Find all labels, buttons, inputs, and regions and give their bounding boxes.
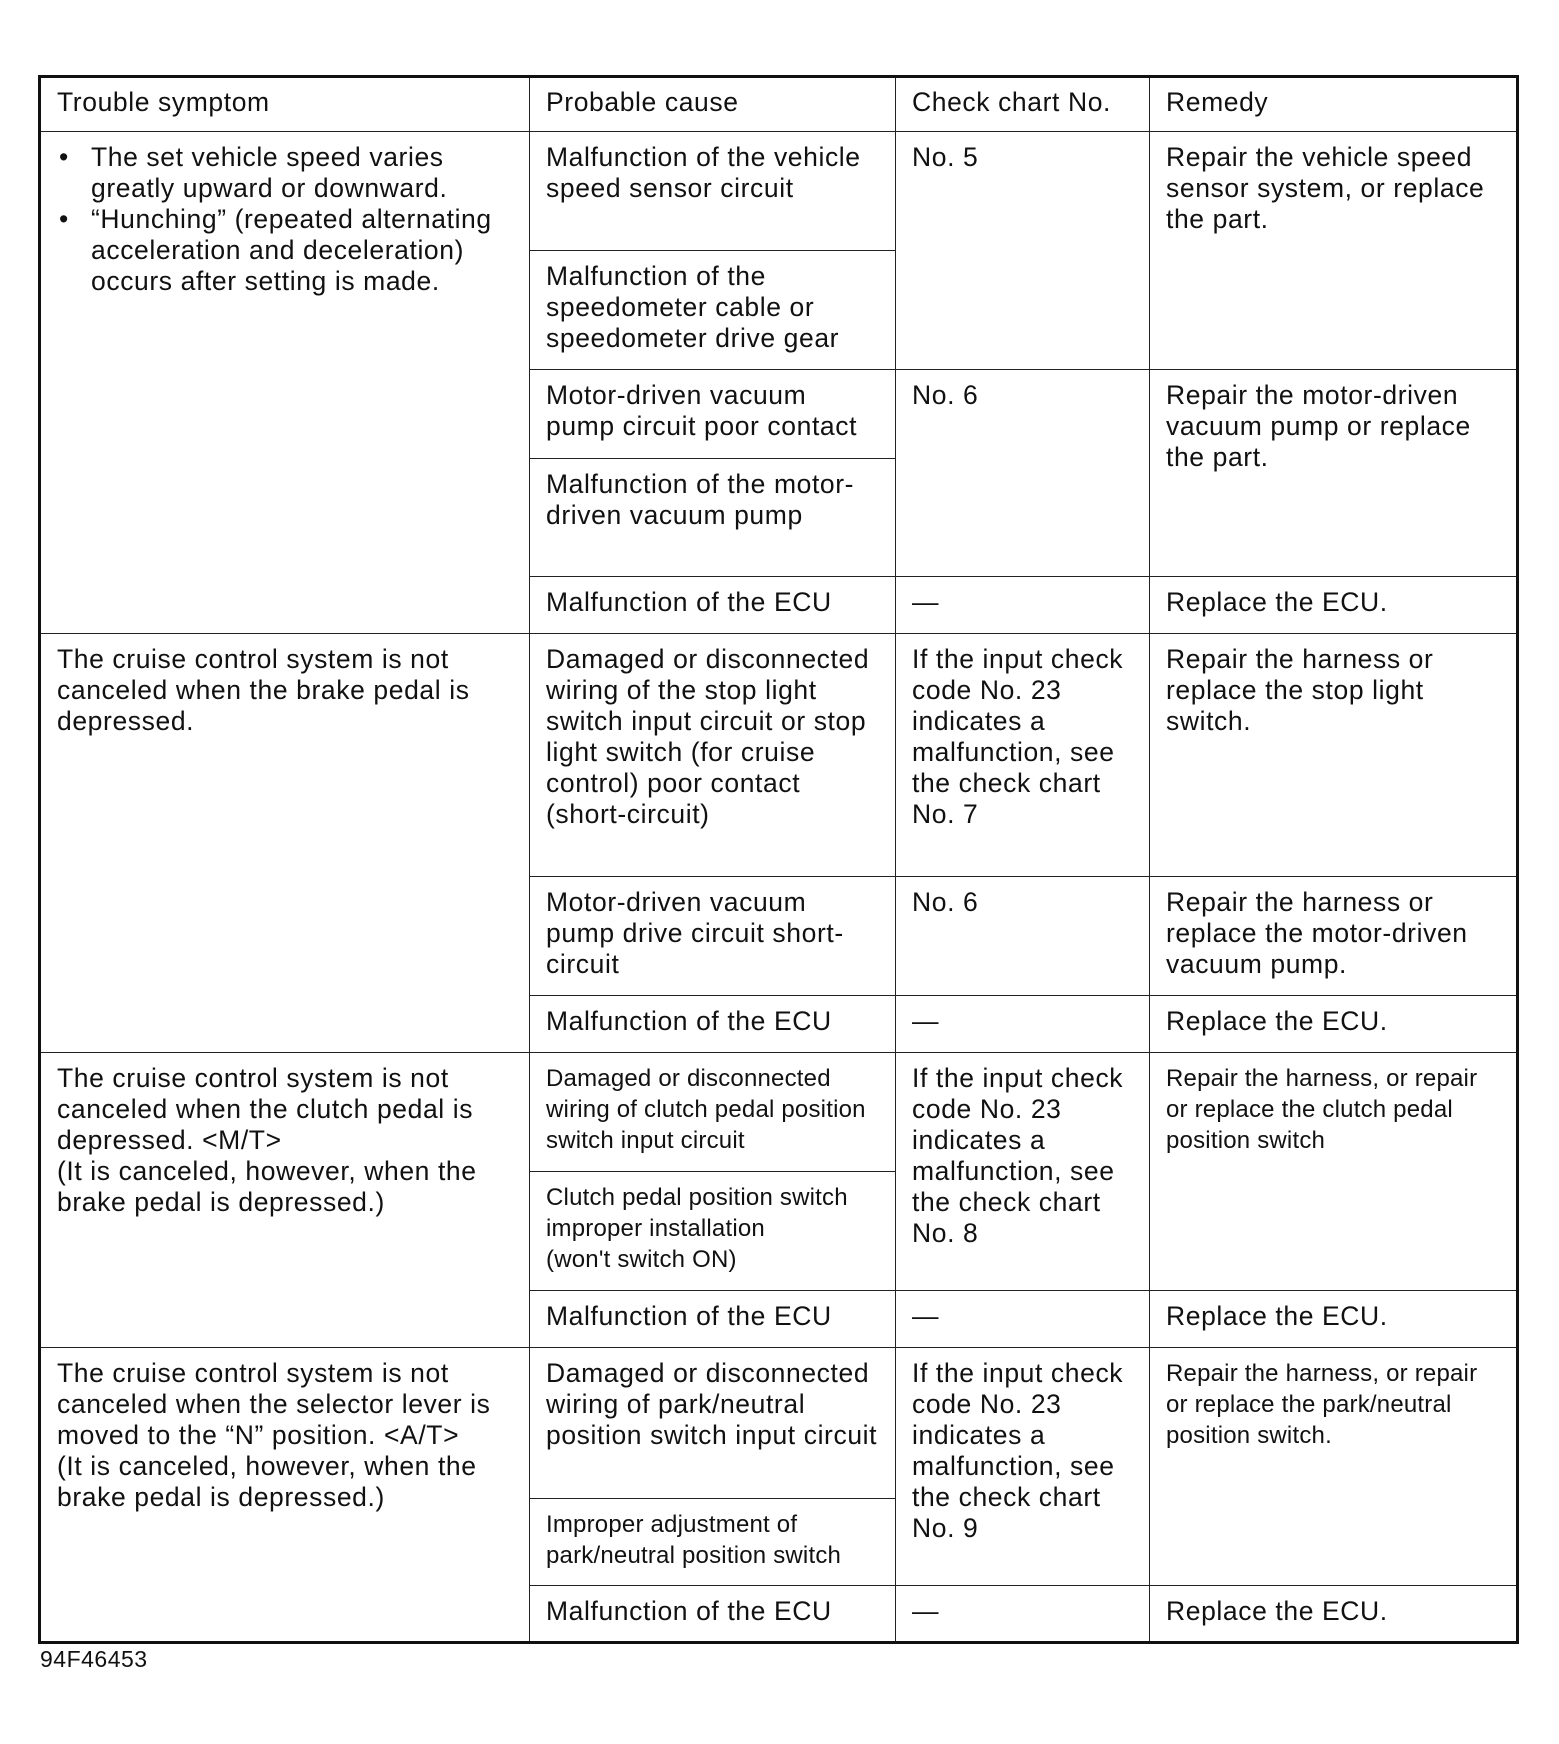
cause-text-note: (short-circuit) <box>546 799 710 829</box>
remedy-cell: Replace the ECU. <box>1150 577 1518 634</box>
chart-cell: If the input check code No. 23 indicates a malfunction, see the check chart No. 8 <box>896 1053 1150 1291</box>
remedy-cell: Replace the ECU. <box>1150 1291 1518 1348</box>
table-row <box>40 634 1518 877</box>
symptom-bullet: • The set vehicle speed varies greatly upward or downward. <box>57 142 513 204</box>
symptom-cell <box>40 1348 530 1643</box>
chart-cell: — <box>896 996 1150 1053</box>
cause-cell: Malfunction of the ECU <box>530 1291 896 1348</box>
symptom-bullet: • “Hunching” (repeated alternating acceleration and deceleration) occurs after setting is made. <box>57 204 513 297</box>
cause-cell: Malfunction of the motor-driven vacuum pump <box>530 459 896 577</box>
remedy-cell: Repair the motor-driven vacuum pump or replace the part. <box>1150 370 1518 577</box>
table-row <box>40 1053 1518 1172</box>
remedy-cell: Repair the harness or replace the stop light switch. <box>1150 634 1518 877</box>
chart-cell: If the input check code No. 23 indicates a malfunction, see the check chart No. 7 <box>896 634 1150 877</box>
chart-cell: No. 6 <box>896 877 1150 996</box>
symptom-text: The cruise control system is not canceled when the selector lever is moved to the “N” position. <A/T> <box>57 1358 491 1450</box>
cause-cell: Damaged or disconnected wiring of park/neutral position switch input circuit <box>530 1348 896 1499</box>
table-row <box>40 1348 1518 1499</box>
remedy-cell: Repair the harness, or repair or replace the park/neutral position switch. <box>1150 1348 1518 1586</box>
cause-text: Clutch pedal position switch improper installation <box>546 1184 848 1242</box>
symptom-bullet-list <box>57 142 513 297</box>
symptom-cell <box>40 132 530 634</box>
cause-cell: Motor-driven vacuum pump circuit poor contact <box>530 370 896 459</box>
header-row <box>40 77 1518 132</box>
symptom-note: (It is canceled, however, when the brake pedal is depressed.) <box>57 1451 477 1512</box>
header-check-chart-no: Check chart No. <box>896 77 1150 132</box>
chart-cell: If the input check code No. 23 indicates a malfunction, see the check chart No. 9 <box>896 1348 1150 1586</box>
symptom-text: The cruise control system is not canceled when the clutch pedal is depressed. <M/T> <box>57 1063 474 1155</box>
chart-cell: — <box>896 1291 1150 1348</box>
cause-cell: Malfunction of the vehicle speed sensor circuit <box>530 132 896 251</box>
remedy-cell: Repair the harness, or repair or replace the clutch pedal position switch <box>1150 1053 1518 1291</box>
cause-cell: Malfunction of the ECU <box>530 1586 896 1643</box>
chart-cell: — <box>896 1586 1150 1643</box>
remedy-cell: Repair the harness or replace the motor-driven vacuum pump. <box>1150 877 1518 996</box>
symptom-cell: The cruise control system is not canceled when the brake pedal is depressed. <box>40 634 530 1053</box>
cause-cell <box>530 1172 896 1291</box>
symptom-note: (It is canceled, however, when the brake pedal is depressed.) <box>57 1156 477 1217</box>
header-probable-cause: Probable cause <box>530 77 896 132</box>
remedy-cell: Repair the vehicle speed sensor system, or replace the part. <box>1150 132 1518 370</box>
chart-cell: No. 6 <box>896 370 1150 577</box>
cause-text-note: (won't switch ON) <box>546 1246 737 1273</box>
cause-cell: Damaged or disconnected wiring of clutch pedal position switch input circuit <box>530 1053 896 1172</box>
cause-cell: Motor-driven vacuum pump drive circuit short-circuit <box>530 877 896 996</box>
cause-cell: Malfunction of the ECU <box>530 996 896 1053</box>
figure-id: 94F46453 <box>40 1646 148 1672</box>
remedy-cell: Replace the ECU. <box>1150 1586 1518 1643</box>
header-trouble-symptom: Trouble symptom <box>40 77 530 132</box>
chart-cell: No. 5 <box>896 132 1150 370</box>
remedy-cell: Replace the ECU. <box>1150 996 1518 1053</box>
document-page <box>38 75 1516 1644</box>
header-remedy: Remedy <box>1150 77 1518 132</box>
cause-cell: Improper adjustment of park/neutral position switch <box>530 1499 896 1586</box>
symptom-cell <box>40 1053 530 1348</box>
cause-cell: Malfunction of the ECU <box>530 577 896 634</box>
cause-text: Damaged or disconnected wiring of the stop light switch input circuit or stop light switch (for cruise control) poor contact <box>546 644 870 798</box>
cause-cell <box>530 634 896 877</box>
cause-cell: Malfunction of the speedometer cable or speedometer drive gear <box>530 251 896 370</box>
troubleshooting-table <box>38 75 1519 1644</box>
chart-cell: — <box>896 577 1150 634</box>
table-row <box>40 132 1518 251</box>
